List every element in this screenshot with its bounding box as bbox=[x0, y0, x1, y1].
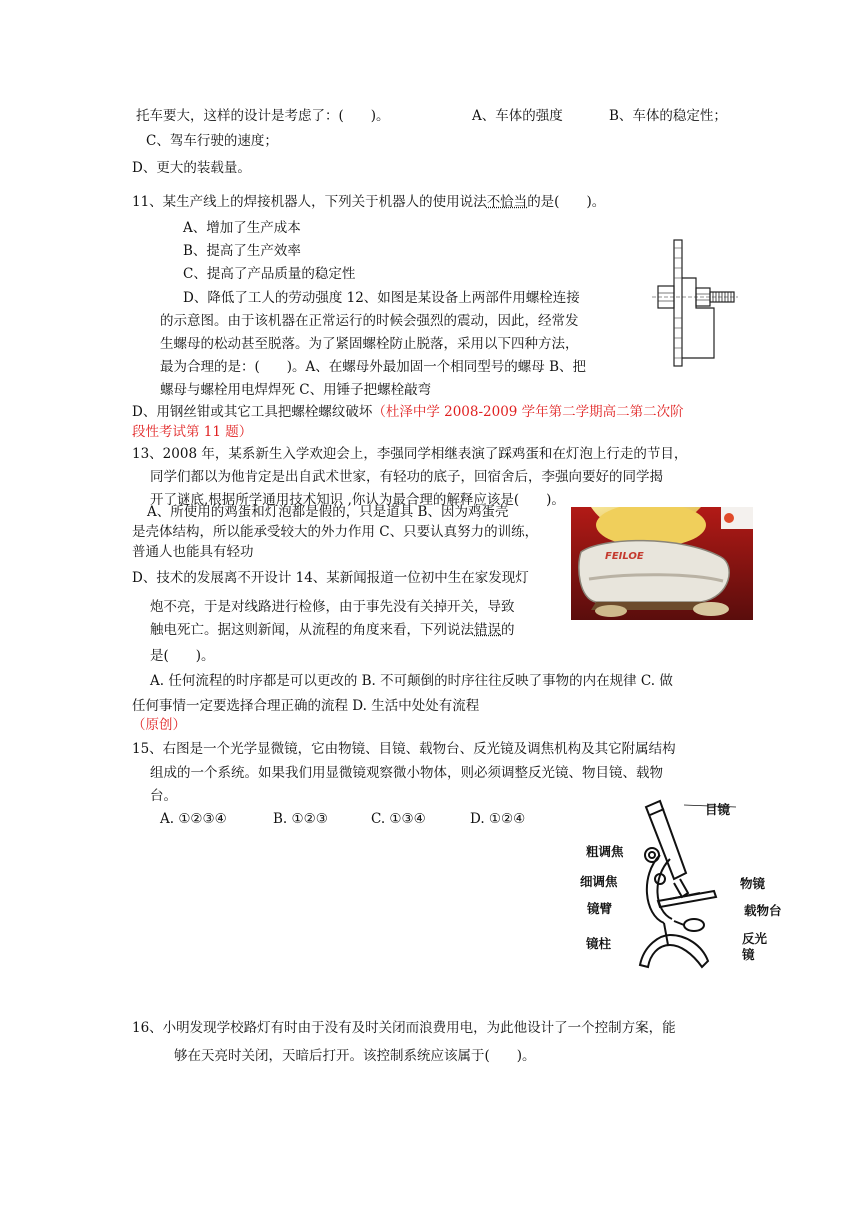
q12-line-4: 螺母与螺栓用电焊焊死 C、用锤子把螺栓敲弯 bbox=[160, 382, 432, 398]
label-mirror-line2: 镜 bbox=[742, 947, 755, 962]
q10-stem-line: 托车要大，这样的设计是考虑了：( )。 bbox=[136, 108, 390, 124]
q10-option-b: B、车体的稳定性； bbox=[609, 108, 727, 124]
q15-option-d: D. ①②④ bbox=[470, 811, 526, 827]
microscope-diagram bbox=[630, 795, 740, 975]
label-pillar: 镜柱 bbox=[586, 936, 612, 951]
q15-line-1: 15、右图是一个光学显微镜，它由物镜、目镜、载物台、反光镜及调焦机构及其它附属结构 bbox=[132, 741, 676, 757]
q11-option-c: C、提高了产品质量的稳定性 bbox=[183, 266, 356, 282]
q14-line-5: A. 任何流程的时序都是可以更改的 B. 不可颠倒的时序往往反映了事物的内在规律 C. 做 bbox=[150, 673, 673, 689]
label-arm: 镜臂 bbox=[587, 901, 613, 916]
q15-line-3: 台。 bbox=[150, 788, 177, 804]
q11-option-b: B、提高了生产效率 bbox=[183, 243, 301, 259]
q15-option-c: C. ①③④ bbox=[371, 811, 426, 827]
q13-line-5: 是壳体结构，所以能承受较大的外力作用 C、只要认真努力的训练， bbox=[132, 524, 539, 540]
shoe-brand-text: FEILOE bbox=[605, 551, 644, 562]
q14-line-2: 炮不亮，于是对线路进行检修，由于事先没有关掉开关，导致 bbox=[150, 599, 515, 615]
label-objective: 物镜 bbox=[740, 876, 766, 891]
label-stage: 载物台 bbox=[744, 903, 782, 918]
q14-line-6: 任何事情一定要选择合理正确的流程 D. 生活中处处有流程 bbox=[132, 698, 480, 714]
q12-line-2: 生螺母的松动甚至脱落。为了紧固螺栓防止脱落，采用以下四种方法， bbox=[160, 336, 579, 352]
q10-option-c: C、驾车行驶的速度； bbox=[146, 133, 278, 149]
q12-source: 段性考试第 11 题） bbox=[132, 424, 253, 440]
q11-option-a: A、增加了生产成本 bbox=[183, 220, 301, 236]
q12-option-d: D、用钢丝钳或其它工具把螺栓螺纹破坏（杜泽中学 2008-2009 学年第二学期高二第二次阶 bbox=[132, 404, 684, 420]
egg-walking-photo bbox=[571, 507, 753, 620]
q15-line-2: 组成的一个系统。如果我们用显微镜观察微小物体，则必须调整反光镜、物目镜、载物 bbox=[150, 765, 663, 781]
label-mirror-line1: 反光 bbox=[742, 931, 768, 946]
q13-line-1: 13、2008 年，某系新生入学欢迎会上，李强同学相继表演了踩鸡蛋和在灯泡上行走的节目， bbox=[132, 446, 688, 462]
q13-line-6: 普通人也能具有轻功 bbox=[132, 544, 254, 560]
label-fine-focus: 细调焦 bbox=[580, 874, 618, 889]
label-coarse-focus: 粗调焦 bbox=[586, 844, 624, 859]
q14-source: （原创） bbox=[132, 717, 186, 733]
q14-line-4: 是( )。 bbox=[150, 648, 215, 664]
q12-line-3: 最为合理的是：( )。A、在螺母外最加固一个相同型号的螺母 B、把 bbox=[160, 359, 586, 375]
q16-line-1: 16、小明发现学校路灯有时由于没有及时关闭而浪费用电，为此他设计了一个控制方案，能 bbox=[132, 1020, 676, 1036]
q10-option-d: D、更大的装载量。 bbox=[132, 160, 251, 176]
q14-line-3: 触电死亡。据这则新闻，从流程的角度来看，下列说法错误的 bbox=[150, 622, 515, 638]
q15-option-b: B. ①②③ bbox=[273, 811, 328, 827]
q13-line-3: 开了谜底,根据所学通用技术知识 ,你认为最合理的解释应该是( )。 bbox=[150, 492, 565, 508]
q11-stem: 11、某生产线上的焊接机器人，下列关于机器人的使用说法不恰当的是( )。 bbox=[132, 194, 606, 210]
q12-line-1: 的示意图。由于该机器在正常运行的时候会强烈的震动，因此，经常发 bbox=[160, 313, 579, 329]
bolt-connection-figure bbox=[650, 238, 740, 368]
q14-line-1: D、技术的发展离不开设计 14、某新闻报道一位初中生在家发现灯 bbox=[132, 570, 529, 586]
q16-line-2: 够在天亮时关闭，天暗后打开。该控制系统应该属于( )。 bbox=[174, 1048, 536, 1064]
q10-option-a: A、车体的强度 bbox=[472, 108, 563, 124]
q11-option-d-q12-start: D、降低了工人的劳动强度 12、如图是某设备上两部件用螺栓连接 bbox=[183, 290, 580, 306]
label-eyepiece: 目镜 bbox=[705, 802, 731, 817]
q13-line-2: 同学们都以为他肯定是出自武术世家，有轻功的底子，回宿舍后，李强向要好的同学揭 bbox=[150, 469, 663, 485]
q13-line-4: A、所使用的鸡蛋和灯泡都是假的，只是道具 B、因为鸡蛋壳 bbox=[147, 504, 509, 520]
q15-option-a: A. ①②③④ bbox=[160, 811, 227, 827]
